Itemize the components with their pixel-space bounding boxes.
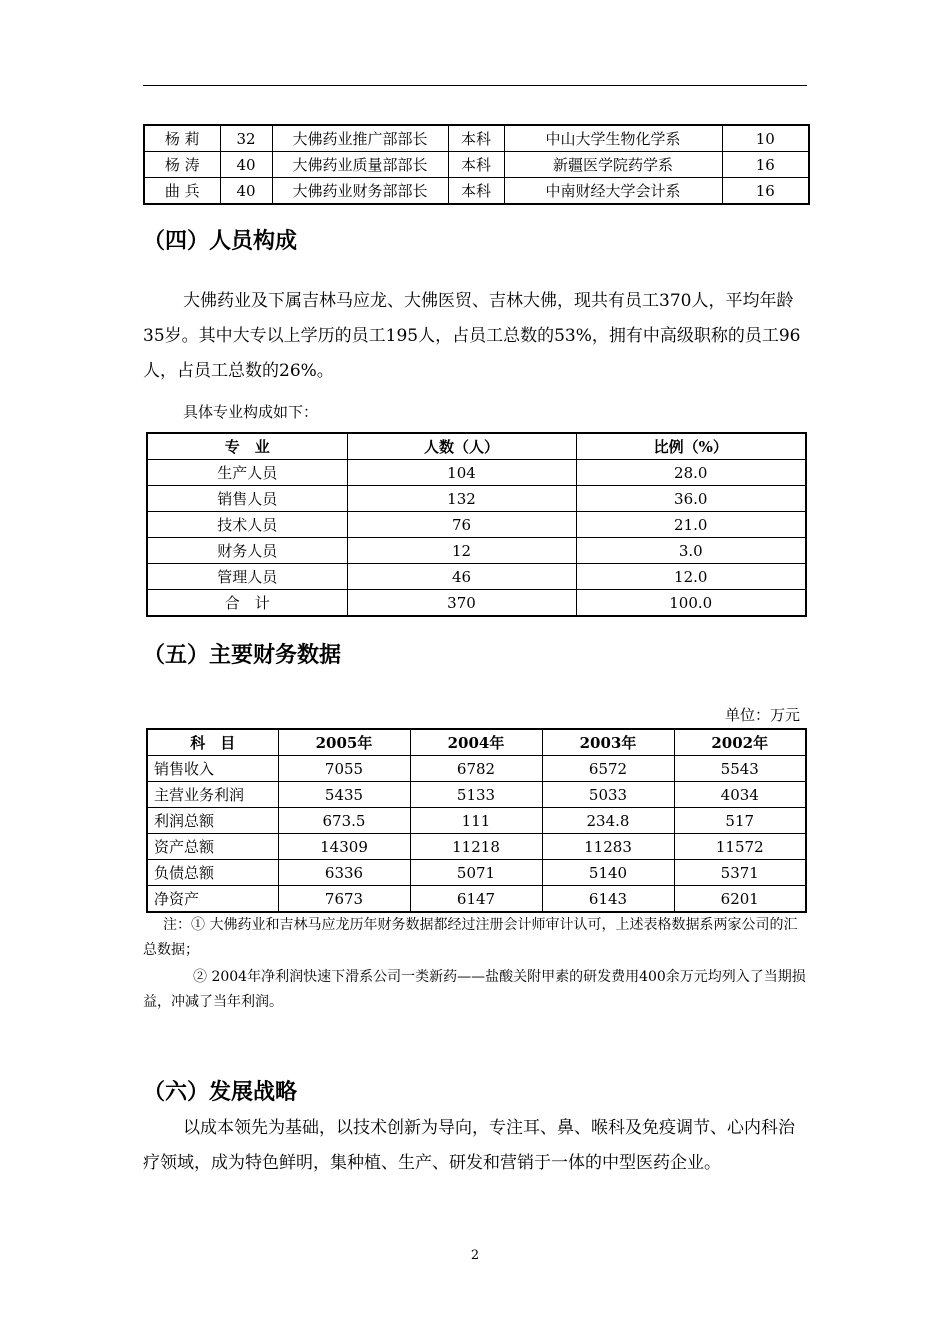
value-cell: 6201	[674, 886, 806, 913]
column-header: 2002年	[674, 729, 806, 756]
value-cell: 111	[410, 808, 542, 834]
table-total-row	[147, 590, 806, 617]
table-row	[147, 486, 806, 512]
percent-cell: 28.0	[576, 460, 806, 486]
count-cell: 104	[347, 460, 576, 486]
column-header: 比例（%）	[576, 433, 806, 460]
staff-age: 40	[220, 152, 272, 178]
value-cell: 6782	[410, 756, 542, 782]
management-staff-table	[143, 124, 810, 205]
value-cell: 6143	[542, 886, 674, 913]
financial-note-2: ② 2004年净利润快速下滑系公司一类新药——盐酸关附甲素的研发费用400余万元均列入了当期损益，冲减了当年利润。	[143, 969, 806, 1010]
staff-school: 中山大学生物化学系	[504, 125, 722, 152]
staff-age: 40	[220, 178, 272, 205]
percent-cell: 100.0	[576, 590, 806, 617]
category-cell: 销售人员	[147, 486, 347, 512]
table-row	[144, 178, 809, 205]
value-cell: 11572	[674, 834, 806, 860]
table-row	[144, 125, 809, 152]
column-header: 2003年	[542, 729, 674, 756]
column-header: 2004年	[410, 729, 542, 756]
percent-cell: 36.0	[576, 486, 806, 512]
value-cell: 673.5	[278, 808, 410, 834]
staff-position: 大佛药业质量部部长	[272, 152, 448, 178]
count-cell: 46	[347, 564, 576, 590]
item-cell: 净资产	[147, 886, 278, 913]
count-cell: 76	[347, 512, 576, 538]
table-row	[147, 512, 806, 538]
staff-age: 32	[220, 125, 272, 152]
table-row	[147, 834, 806, 860]
table-row	[147, 460, 806, 486]
section-heading-staffing: （四）人员构成	[143, 229, 298, 254]
staff-name: 杨 莉	[144, 125, 220, 152]
table-header-row	[147, 729, 806, 756]
table-header-row	[147, 433, 806, 460]
staff-degree: 本科	[448, 178, 504, 205]
category-cell: 技术人员	[147, 512, 347, 538]
category-cell: 生产人员	[147, 460, 347, 486]
value-cell: 6336	[278, 860, 410, 886]
table-row	[147, 782, 806, 808]
percent-cell: 3.0	[576, 538, 806, 564]
value-cell: 14309	[278, 834, 410, 860]
column-header: 2005年	[278, 729, 410, 756]
staffing-intro: 具体专业构成如下：	[183, 403, 319, 421]
staff-school: 新疆医学院药学系	[504, 152, 722, 178]
strategy-paragraph: 以成本领先为基础，以技术创新为导向，专注耳、鼻、喉科及免疫调节、心内科治疗领域，成为特色鲜明，集种植、生产、研发和营销于一体的中型医药企业。	[143, 1118, 795, 1173]
value-cell: 234.8	[542, 808, 674, 834]
value-cell: 5435	[278, 782, 410, 808]
item-cell: 负债总额	[147, 860, 278, 886]
staff-name: 曲 兵	[144, 178, 220, 205]
staff-composition-table	[146, 432, 807, 617]
staff-degree: 本科	[448, 152, 504, 178]
header-rule	[143, 85, 807, 86]
financial-note-1: 注：① 大佛药业和吉林马应龙历年财务数据都经过注册会计师审计认可，上述表格数据系两家公司的汇总数据；	[143, 917, 798, 958]
staff-position: 大佛药业推广部部长	[272, 125, 448, 152]
section-heading-financials: （五）主要财务数据	[143, 643, 342, 668]
value-cell: 5371	[674, 860, 806, 886]
staff-years: 16	[722, 152, 809, 178]
unit-label: 单位：万元	[724, 706, 800, 724]
percent-cell: 12.0	[576, 564, 806, 590]
item-cell: 销售收入	[147, 756, 278, 782]
page-number: 2	[470, 1248, 480, 1263]
value-cell: 5071	[410, 860, 542, 886]
column-header: 科 目	[147, 729, 278, 756]
value-cell: 7055	[278, 756, 410, 782]
item-cell: 主营业务利润	[147, 782, 278, 808]
item-cell: 资产总额	[147, 834, 278, 860]
item-cell: 利润总额	[147, 808, 278, 834]
value-cell: 5543	[674, 756, 806, 782]
table-row	[147, 564, 806, 590]
value-cell: 5140	[542, 860, 674, 886]
table-row	[147, 808, 806, 834]
value-cell: 5133	[410, 782, 542, 808]
table-row	[147, 756, 806, 782]
percent-cell: 21.0	[576, 512, 806, 538]
table-row	[147, 860, 806, 886]
staff-name: 杨 涛	[144, 152, 220, 178]
staff-years: 10	[722, 125, 809, 152]
table-row	[147, 886, 806, 913]
table-row	[144, 152, 809, 178]
staff-position: 大佛药业财务部部长	[272, 178, 448, 205]
value-cell: 11283	[542, 834, 674, 860]
column-header: 人数（人）	[347, 433, 576, 460]
financial-data-table	[146, 728, 807, 913]
value-cell: 4034	[674, 782, 806, 808]
category-cell: 管理人员	[147, 564, 347, 590]
category-cell: 财务人员	[147, 538, 347, 564]
value-cell: 11218	[410, 834, 542, 860]
staffing-paragraph: 大佛药业及下属吉林马应龙、大佛医贸、吉林大佛，现共有员工370人，平均年龄35岁。其中大专以上学历的员工195人，占员工总数的53%，拥有中高级职称的员工96人，占员工总数的26%。	[143, 291, 801, 381]
value-cell: 6147	[410, 886, 542, 913]
value-cell: 517	[674, 808, 806, 834]
staff-degree: 本科	[448, 125, 504, 152]
column-header: 专 业	[147, 433, 347, 460]
staff-years: 16	[722, 178, 809, 205]
count-cell: 132	[347, 486, 576, 512]
section-heading-strategy: （六）发展战略	[143, 1080, 298, 1105]
count-cell: 370	[347, 590, 576, 617]
value-cell: 7673	[278, 886, 410, 913]
count-cell: 12	[347, 538, 576, 564]
value-cell: 5033	[542, 782, 674, 808]
value-cell: 6572	[542, 756, 674, 782]
category-cell: 合 计	[147, 590, 347, 617]
staff-school: 中南财经大学会计系	[504, 178, 722, 205]
table-row	[147, 538, 806, 564]
